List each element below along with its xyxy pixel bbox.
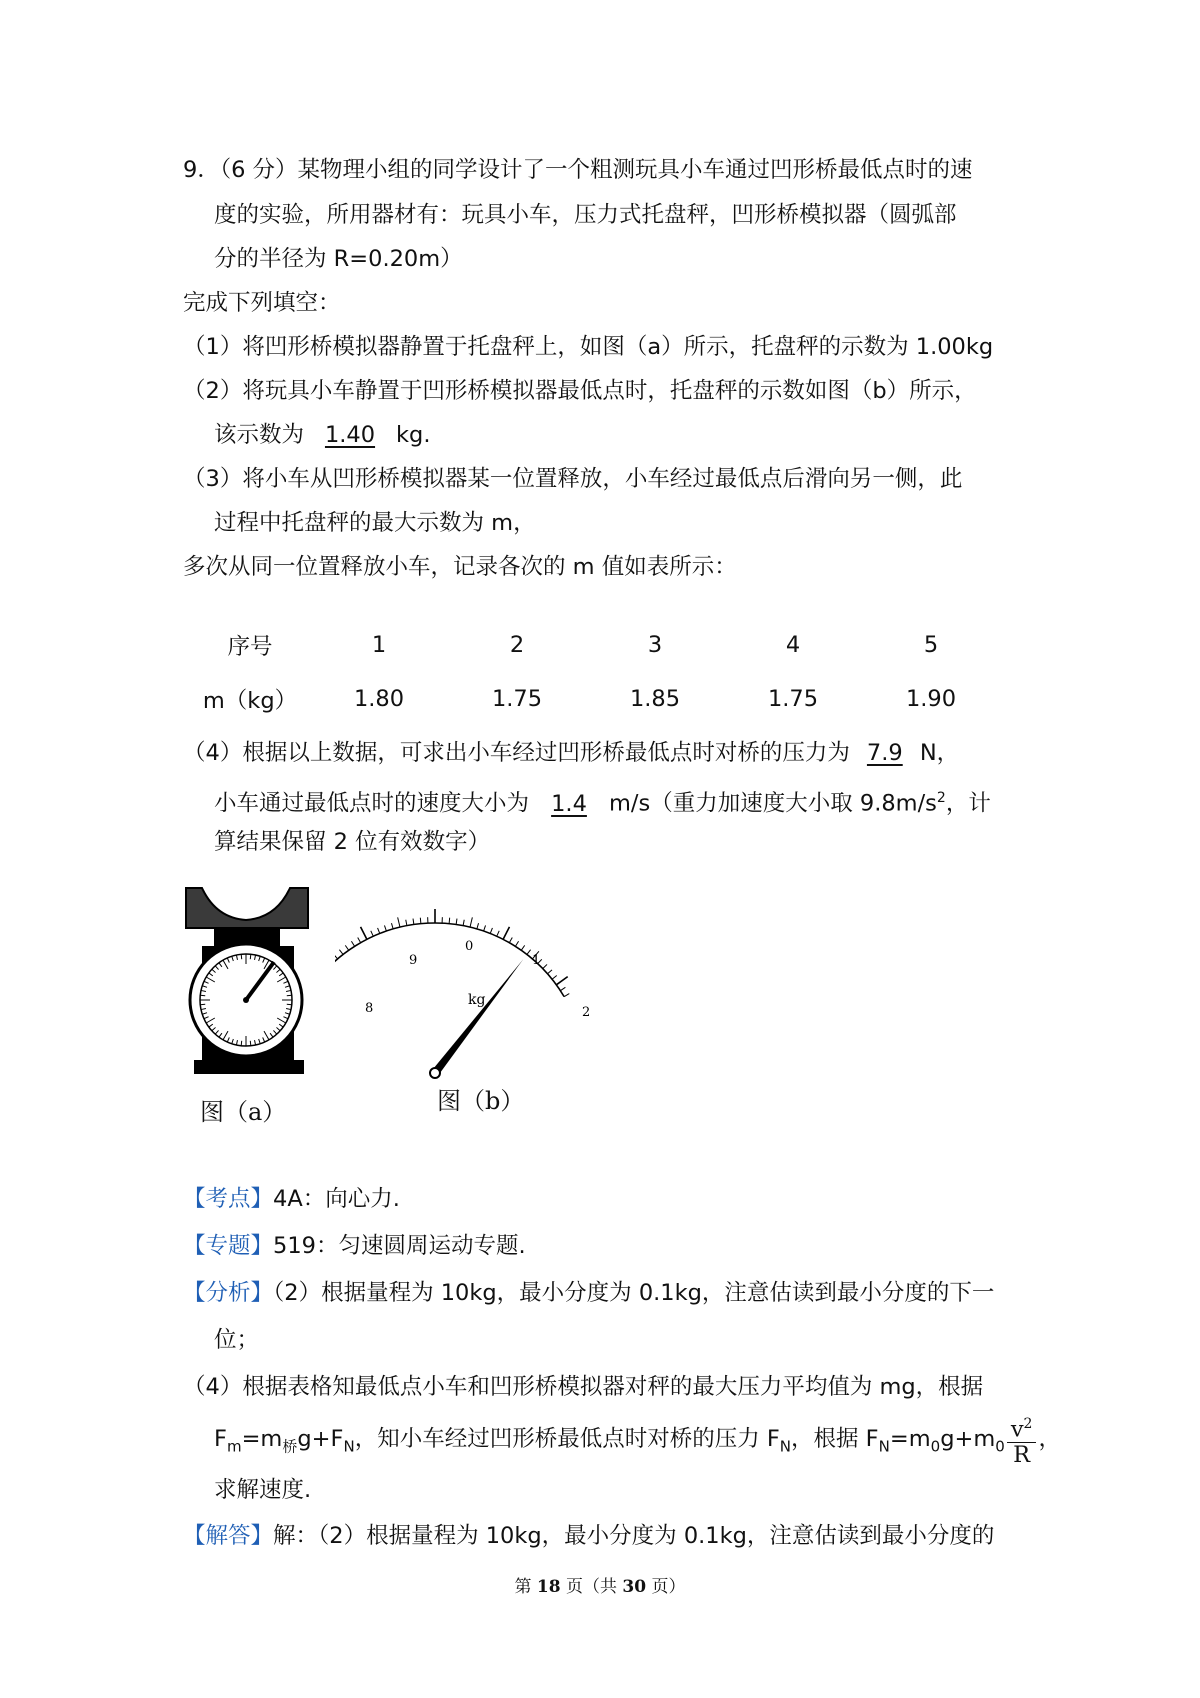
fenxi-line-5: 求解速度. <box>214 1477 312 1503</box>
fenxi-line-1 <box>183 1278 994 1308</box>
gauge-tick <box>548 970 553 974</box>
figure-a <box>180 880 315 1080</box>
dial-hub <box>243 997 249 1003</box>
table-cell: 1.75 <box>491 686 543 712</box>
question-line-6: （2）将玩具小车静置于凹形桥模拟器最低点时，托盘秤的示数如图（b）所示， <box>183 378 977 404</box>
line12-sup: 2 <box>936 790 946 806</box>
tick-label: 2 <box>582 1005 591 1020</box>
gauge-tick <box>406 920 407 926</box>
gauge-hub <box>430 1068 440 1078</box>
zhuanti-line <box>183 1231 526 1261</box>
zhuanti-label: 【专题】 <box>183 1233 274 1259</box>
dial-tick <box>250 1041 251 1046</box>
gauge-tick <box>564 994 569 997</box>
tick-label: 1 <box>532 953 541 968</box>
gauge-tick <box>463 920 464 926</box>
figure-a-caption: 图（a） <box>200 1098 287 1126</box>
question-line-9: 过程中托盘秤的最大示数为 m， <box>214 510 536 536</box>
page-number: 18 <box>536 1577 561 1597</box>
fraction-numerator: $v^2$ <box>1007 1412 1037 1443</box>
gauge-tick <box>345 945 348 950</box>
table-cell: 1.90 <box>905 686 957 712</box>
tick-label: 0 <box>465 939 474 954</box>
scale-base <box>194 1060 304 1074</box>
question-line-2: 度的实验，所用器材有：玩具小车，压力式托盘秤，凹形桥模拟器（圆弧部 <box>214 202 957 228</box>
f-part: g+m <box>940 1426 996 1452</box>
question-line-10: 多次从同一位置释放小车，记录各次的 m 值如表所示： <box>183 554 737 580</box>
fenxi-line-3: （4）根据表格知最低点小车和凹形桥模拟器对秤的最大压力平均值为 mg，根据 <box>183 1374 984 1400</box>
table-cell: 序号 <box>227 634 273 660</box>
f-part: F <box>214 1426 227 1452</box>
table-row <box>190 672 1000 726</box>
jieda-line <box>183 1521 994 1551</box>
gauge-tick <box>543 964 547 968</box>
fenxi-formula-line <box>214 1412 1061 1474</box>
table-cell: 4 <box>785 632 801 658</box>
table-cell: 2 <box>509 632 525 658</box>
gauge-tick <box>490 928 492 934</box>
dial-tick <box>200 995 205 996</box>
f-part: ， <box>1038 1426 1061 1452</box>
gauge-tick <box>335 951 338 959</box>
page-footer: 第 18 页（共 30 页） <box>514 1577 686 1597</box>
answer-blank-2: 7.9 <box>866 740 903 766</box>
gauge-tick <box>420 918 421 924</box>
fraction <box>1007 1412 1037 1467</box>
f-sub: 桥 <box>282 1437 298 1456</box>
line12-post-b: ，计 <box>945 790 991 817</box>
question-line-7 <box>214 420 430 450</box>
f-sub: N <box>779 1437 792 1456</box>
table-cell: 1 <box>371 632 387 658</box>
gauge-tick <box>552 975 557 979</box>
gauge-tick <box>497 931 499 936</box>
gauge-tick <box>456 919 457 925</box>
bridge-block <box>186 888 308 928</box>
f-sub: m <box>226 1437 242 1456</box>
fenxi-text-1: （2）根据量程为 10kg，最小分度为 0.1kg，注意估读到最小分度的下一 <box>273 1280 995 1306</box>
gauge-tick <box>371 931 373 936</box>
dial-tick <box>241 1041 242 1046</box>
question-line-13: 算结果保留 2 位有效数字） <box>214 829 491 855</box>
jieda-label: 【解答】 <box>183 1523 274 1549</box>
kaodian-line <box>183 1184 400 1214</box>
f-part: =m <box>241 1426 283 1452</box>
kaodian-label: 【考点】 <box>183 1186 274 1212</box>
gauge-tick <box>470 917 472 927</box>
tick-label: 9 <box>409 953 418 968</box>
table-cell: 5 <box>923 632 939 658</box>
fraction-denominator: R <box>1013 1441 1031 1468</box>
gauge-unit: kg <box>468 992 486 1008</box>
gauge-tick <box>358 937 361 942</box>
gauge-tick <box>361 927 367 939</box>
line7-post: kg. <box>396 422 431 448</box>
answer-blank-1: 1.40 <box>324 422 376 448</box>
line7-pre: 该示数为 <box>214 422 305 448</box>
f-sub: 0 <box>930 1437 941 1456</box>
question-line-1: 9．（6 分）某物理小组的同学设计了一个粗测玩具小车通过凹形桥最低点时的速 <box>183 157 973 183</box>
f-part: ，知小车经过凹形桥最低点时对桥的压力 F <box>354 1426 780 1452</box>
table-cell: 3 <box>647 632 663 658</box>
figure-b-caption: 图（b） <box>437 1087 525 1115</box>
answer-blank-3: 1.4 <box>551 790 587 817</box>
gauge-tick <box>413 919 414 925</box>
line12-pre: 小车通过最低点时的速度大小为 <box>214 790 530 817</box>
gauge-tick <box>378 928 380 934</box>
table-cell: 1.80 <box>353 686 405 712</box>
gauge-tick <box>509 937 512 942</box>
table-row <box>190 618 1000 672</box>
page-total: 30 <box>622 1577 647 1597</box>
gauge-needle <box>432 959 523 1075</box>
gauge-tick <box>560 987 565 990</box>
line11-pre: （4）根据以上数据，可求出小车经过凹形桥最低点时对桥的压力为 <box>183 740 850 766</box>
fenxi-line-2: 位； <box>214 1327 260 1353</box>
gauge-tick <box>339 950 343 955</box>
dial-tick <box>287 1004 292 1005</box>
fenxi-label: 【分析】 <box>183 1280 274 1306</box>
table-cell: 1.85 <box>629 686 681 712</box>
gauge-tick <box>527 950 531 955</box>
gauge-tick <box>521 945 524 950</box>
dial-tick <box>250 954 251 959</box>
data-table <box>190 618 1000 726</box>
line11-post: N， <box>919 740 960 766</box>
zhuanti-text: 519：匀速圆周运动专题. <box>273 1233 526 1259</box>
gauge-tick <box>515 941 518 946</box>
line12-post-a: m/s（重力加速度大小取 9.8m/s <box>609 790 937 817</box>
figure-b <box>335 890 625 1080</box>
f-sub: 0 <box>995 1437 1005 1456</box>
gauge-tick <box>398 917 400 927</box>
gauge-tick <box>351 941 354 946</box>
question-line-5: （1）将凹形桥模拟器静置于托盘秤上，如图（a）所示，托盘秤的示数为 1.00kg <box>183 334 994 360</box>
kaodian-text: 4A：向心力. <box>273 1186 400 1212</box>
table-cell: 1.75 <box>767 686 819 712</box>
f-sub: N <box>343 1437 355 1456</box>
question-line-4: 完成下列填空： <box>183 290 341 316</box>
f-part: =m <box>889 1426 931 1452</box>
f-part: ，根据 F <box>791 1426 879 1452</box>
question-line-12 <box>214 783 991 819</box>
question-line-11 <box>183 738 959 768</box>
tick-label: 8 <box>365 1001 374 1016</box>
dial-tick <box>200 1004 205 1005</box>
table-cell: m（kg） <box>202 688 298 714</box>
gauge-tick <box>503 927 509 939</box>
gauge-arc <box>335 923 564 997</box>
dial-tick <box>287 995 292 996</box>
f-part: g+F <box>297 1426 344 1452</box>
question-line-3: 分的半径为 R=0.20m） <box>214 246 463 272</box>
gauge-tick <box>449 918 450 924</box>
question-line-8: （3）将小车从凹形桥模拟器某一位置释放，小车经过最低点后滑向另一侧，此 <box>183 466 963 492</box>
f-sub: N <box>878 1437 890 1456</box>
gauge-tick <box>556 977 567 985</box>
jieda-text: 解：（2）根据量程为 10kg，最小分度为 0.1kg，注意估读到最小分度的 <box>273 1523 995 1549</box>
dial-tick <box>241 954 242 959</box>
